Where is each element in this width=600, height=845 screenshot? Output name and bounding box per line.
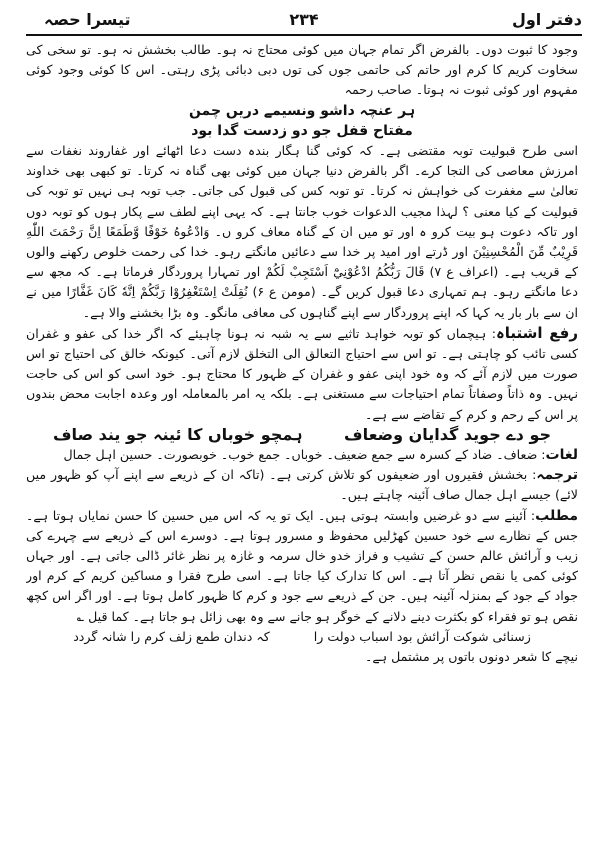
section-heading: ترجمہ [536,467,578,484]
paragraph: اسی طرح قبولیت توبہ مقتضی ہے۔ کہ کوئی گنا ہگار بندہ دست دعا اٹھائے اور غفاروند نغفات سے امرزش معاصی کی التجا کرے۔ اگر بالفرض دنیا جہان میں کوئی بھی گناہ نہ کرتا۔ تو کبھی بھی خداوند تعالیٰ سے مغفرت کی خواہش نہ کرتا۔ تو توبہ کس کی قبول کی جاتی۔ جب توبہ ہی نہیں تو توبہ کی قبولیت کے کیا معنی ؟ لہذا مجیب الدعوات خوب جانتا ہے۔ کہ یہی اپنے لطف سے پکار ہوں کو توبہ دوں اور تاکہ دعوت ہو بیت کرو ہ اور تو میں ان کے گناہ معاف کرو ں۔ وَادْعُوهُ خَوْفًا وَّطَمَعًا اِنَّ رَحْمَتَ اللّٰهِ قَرِيْبٌ مِّنَ الْمُحْسِنِيْنَ اور ڈرتے اور امید پر خدا سے دعائیں مانگتے رہو۔ خدا کی رحمت خلوص رکھنے والوں کے قریب ہے۔ (اعراف ع ۷) قَالَ رَبُّكُمُ ادْعُوْنِيْٓ اَسْتَجِبْ لَكُمْ اور تمہارا پروردگار فرماتا ہے۔ کہ مجھ سے دعا مانگتے رہو۔ ہم تمہاری دعا قبول کریں گے۔ (مومن ع ۶) نُقِلَتْ اِسْتَغْفِرُوْا رَبَّكُمْ اِنَّهٗ كَانَ غَفَّارًا میں نے ان سے بار بار یہ کہا کہ اپنے پروردگار سے اپنے گناہوں کی معافی مانگو۔ وہ بڑا بخشنے والا ہے۔ [26,143,578,320]
couplet-half: ہمچو خوباں کا ئینہ جو یند صاف [52,424,303,444]
book-part-title: دفتر اول [511,10,582,29]
paragraph: وجود کا ثبوت دوں۔ بالفرض اگر تمام جہان میں کوئی محتاج نہ ہو۔ طالب بخشش نہ ہو۔ تو سخی کی سخاوت کریم کا کرم اور حاتم کی حاتمی جوں کی توں دبی دبائی پڑی رہتی۔ اس کا کوئی وجود کوئی مفہوم اور کوئی ثبوت نہ ہوتا۔ صاحب رحمہ [26,42,578,98]
verse-half: ہر عنچہ داشو ونسیمے دریں چمن [188,102,416,119]
section-title: تیسرا حصہ [44,10,131,29]
couplet [26,425,578,445]
paragraph-text: : ضعاف۔ ضاد کے کسرہ سے جمع ضعیف۔ خوباں۔ جمع خوب۔ خوبصورت۔ حسین اہل جمال [63,447,546,463]
body-text [26,40,578,837]
poem [26,627,578,647]
paragraph-text: : بخشش فقیروں اور ضعیفوں کو تلاش کرتی ہے۔ (تاکہ ان کے ذریعے سے اپنے آپ کو ظہور میں لائے) جیسے اہل جمال صاف آئینہ چاہتے ہیں۔ [26,467,578,503]
paragraph-text: : ہیچماں کو توبہ خواہد تاثیے سے یہ شبہ نہ ہونا چاہیئے کہ اگر خدا کی عفو و غفران کسی تائب کو چاہتی ہے۔ تو اس سے احتیاج التعالق الی التخلق لازم آتی۔ کیونکہ خالق کی احتیاج تو اس صورت میں لازم آئے کہ وہ خود اپنی عفو و غفران کے ظہور کا محتاج ہو۔ خود اسی کو اس کی حاجت نہیں۔ وہ ذاتاً وصفاتاً تمام احتیاجات سے مستغنی ہے۔ بلکہ یہ امر بالمعاملہ اور وعدہ اجابت محض بندوں پر اس کے رحم و کرم کے تقاضے سے ہے۔ [26,325,578,422]
paragraph: نیچے کا شعر دونوں باتوں پر مشتمل ہے۔ [365,649,578,665]
paragraph [26,445,578,465]
paragraph [26,506,578,627]
section-heading: رفع اشتباہ [496,323,578,342]
paragraph-text: : آئینے سے دو غرضیں وابستہ ہوتی ہیں۔ ایک تو یہ کہ اس میں حسین کا حسن نمایاں ہوتا ہے۔ جس کے نظارے سے خود حسین کھڑلیں محفوظ و مسرور ہوتا ہے۔ دوسرے اس کے ذریعے سے چہرے کی زیب و آرائش عالم حسن کے تشیب و فراز خدو خال سرمہ و غازہ پر نظر غائر ڈالی جاتی ہے۔ اور جہاں کوئی کمی یا نقص نظر آتا ہے۔ اس کا تدارک کیا جاتا ہے۔ اسی طرح فقرا و مساکین کریم کے کرم اور جواد کے جود کے بمنزلہ آئینہ ہیں۔ جن کے ذریعے سے جود و کرم کا ظہور کامل ہوتا ہے۔ اور اگر اس کچھ نقص ہو تو فقراء کو بکثرت دینے دلانے کے خوگر ہو جانے سے وہ بھی زائل ہو جاتا ہے۔ کما قیل ؎ [26,507,578,624]
section-heading: لغات [545,447,578,464]
verse-half: مفتاح قفل جو دو زدست گدا بود [191,122,413,139]
verse [26,101,578,141]
page-number: ۲۳۴ [289,10,319,29]
page-header [26,4,582,34]
poem-half: زسنائی شوکت آرائش بود اسباب دولت را [313,628,531,644]
paragraph [26,465,578,505]
header-rule [26,34,582,36]
poem-half: کہ دندان طمع زلف کرم را شانہ گردد [73,628,270,644]
couplet-half: جو دے جوید گدایان وضعاف [344,424,552,444]
paragraph [26,323,578,425]
section-heading: مطلب [535,507,578,524]
